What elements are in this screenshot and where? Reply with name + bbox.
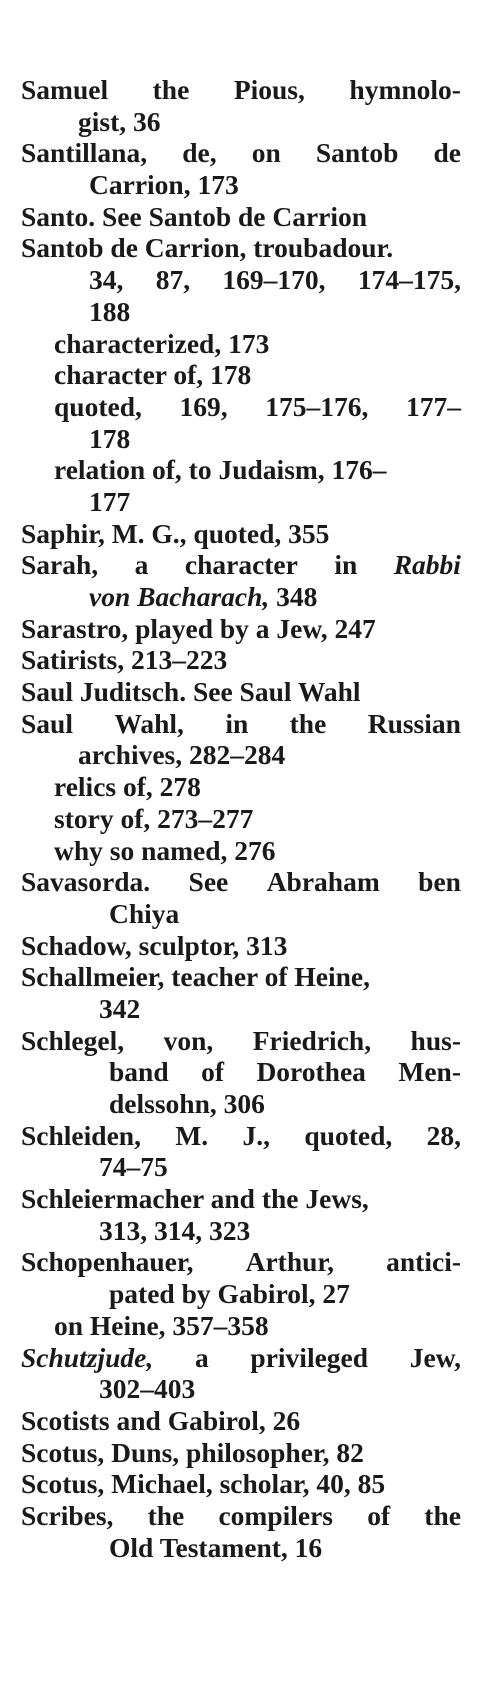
word: band bbox=[109, 1056, 169, 1088]
word: Santob bbox=[315, 137, 399, 169]
word: 34, bbox=[89, 264, 124, 296]
index-entry-schleiermacher: Schleiermacher and the Jews, bbox=[21, 1183, 369, 1215]
word: Arthur, bbox=[245, 1246, 334, 1278]
word: in bbox=[334, 549, 358, 581]
index-entry-schleiden bbox=[21, 1120, 461, 1152]
italic-title: von Bacharach, bbox=[89, 581, 270, 612]
index-entry-continuation: 178 bbox=[89, 422, 131, 454]
word: Schopenhauer, bbox=[21, 1246, 194, 1278]
word: a bbox=[134, 549, 149, 581]
index-entry-saul-juditsch: Saul Juditsch. See Saul Wahl bbox=[21, 676, 361, 708]
index-entry-continuation bbox=[21, 264, 461, 296]
word: Samuel bbox=[21, 74, 109, 105]
word: Scribes, bbox=[21, 1499, 114, 1531]
word: privileged bbox=[250, 1341, 369, 1373]
word: antici- bbox=[386, 1246, 461, 1278]
index-entry-sarah bbox=[21, 549, 461, 581]
index-entry-continuation: 302–403 bbox=[99, 1373, 196, 1405]
word: Santillana, bbox=[21, 137, 148, 169]
word: 169–170, bbox=[222, 264, 326, 296]
word: Saul bbox=[21, 707, 73, 739]
word: Dorothea bbox=[256, 1056, 366, 1088]
word: the bbox=[289, 707, 327, 739]
page-ref: 348 bbox=[269, 581, 318, 612]
word: Men- bbox=[398, 1056, 461, 1088]
index-entry-savasorda bbox=[21, 866, 461, 898]
index-entry-continuation: gist, 36 bbox=[78, 105, 161, 137]
word: 87, bbox=[155, 264, 191, 296]
word: quoted, bbox=[304, 1119, 393, 1151]
word: the bbox=[152, 74, 190, 105]
index-subentry bbox=[21, 391, 461, 423]
index-entry-santob: Santob de Carrion, troubadour. bbox=[21, 232, 394, 264]
index-entry-scotus-michael: Scotus, Michael, scholar, 40, 85 bbox=[21, 1468, 386, 1500]
word: Jew, bbox=[409, 1341, 461, 1373]
word: 28, bbox=[426, 1119, 461, 1151]
word: Abraham bbox=[266, 866, 380, 898]
index-entry-santillana bbox=[21, 137, 461, 169]
index-entry-sarastro: Sarastro, played by a Jew, 247 bbox=[21, 612, 376, 644]
word: character bbox=[184, 549, 298, 581]
word: de bbox=[433, 137, 461, 169]
index-entry-satirists: Satirists, 213–223 bbox=[21, 644, 228, 676]
index-entry-schallmeier: Schallmeier, teacher of Heine, bbox=[21, 961, 371, 993]
word: the bbox=[147, 1499, 185, 1531]
index-subentry: characterized, 173 bbox=[54, 327, 270, 359]
index-entry-scotus-duns: Scotus, Duns, philosopher, 82 bbox=[21, 1436, 364, 1468]
word: Sarah, bbox=[21, 549, 99, 581]
index-entry-continuation: 188 bbox=[89, 295, 131, 327]
word: Schleiden, bbox=[21, 1119, 141, 1151]
word: ben bbox=[418, 866, 461, 898]
word: J., bbox=[242, 1119, 271, 1151]
index-entry-saul-wahl bbox=[21, 708, 461, 740]
word: Schlegel, bbox=[21, 1024, 125, 1056]
index-entry-continuation: Carrion, 173 bbox=[89, 169, 239, 201]
word: hymnolo- bbox=[349, 74, 461, 105]
word: Wahl, bbox=[114, 707, 184, 739]
word: Friedrich, bbox=[252, 1024, 372, 1056]
index-subentry: relation of, to Judaism, 176– bbox=[54, 454, 387, 486]
word: 174–175, bbox=[357, 264, 461, 296]
word: von, bbox=[163, 1024, 214, 1056]
index-subentry: relics of, 278 bbox=[54, 771, 201, 803]
index-subentry: on Heine, 357–358 bbox=[54, 1309, 269, 1341]
index-entry-continuation: Chiya bbox=[109, 897, 180, 929]
word: of bbox=[201, 1056, 224, 1088]
word: the bbox=[424, 1499, 461, 1531]
index-entry-continuation: 342 bbox=[99, 992, 141, 1024]
word: de, bbox=[182, 137, 217, 169]
word: in bbox=[225, 707, 249, 739]
index-entry-schopenhauer bbox=[21, 1246, 461, 1278]
index-entry-continuation: delssohn, 306 bbox=[109, 1088, 265, 1119]
index-entry-scribes bbox=[21, 1500, 461, 1532]
word: on bbox=[251, 137, 281, 169]
index-entry-continuation: 313, 314, 323 bbox=[99, 1214, 251, 1246]
index-subentry: story of, 273–277 bbox=[54, 802, 254, 834]
word: quoted, bbox=[54, 390, 142, 422]
word: of bbox=[367, 1499, 391, 1531]
index-entry-continuation: 177 bbox=[89, 485, 131, 517]
word: 175–176, bbox=[265, 390, 369, 422]
italic-title: Rabbi bbox=[393, 549, 461, 581]
index-entry-schutzjude bbox=[21, 1342, 461, 1374]
index-entry-samuel bbox=[21, 74, 461, 106]
index-entry-continuation: archives, 282–284 bbox=[78, 739, 286, 771]
index-entry-scotists: Scotists and Gabirol, 26 bbox=[21, 1404, 301, 1436]
index-subentry: why so named, 276 bbox=[54, 834, 276, 866]
word: See bbox=[188, 866, 229, 898]
word: M. bbox=[175, 1119, 209, 1151]
italic-term: Schutzjude, bbox=[21, 1341, 154, 1373]
word: a bbox=[194, 1341, 209, 1373]
word: compilers bbox=[218, 1499, 334, 1531]
index-entry-continuation: 74–75 bbox=[99, 1151, 168, 1183]
index-entry-continuation: Old Testament, 16 bbox=[109, 1531, 323, 1563]
index-entry-saphir: Saphir, M. G., quoted, 355 bbox=[21, 517, 330, 549]
index-entry-santo: Santo. See Santob de Carrion bbox=[21, 200, 368, 232]
word: hus- bbox=[410, 1024, 461, 1056]
index-subentry: character of, 178 bbox=[54, 359, 252, 391]
word: Savasorda. bbox=[21, 866, 151, 898]
index-entry-continuation bbox=[21, 1056, 461, 1088]
index-entry-continuation: pated by Gabirol, 27 bbox=[109, 1278, 350, 1310]
word: Russian bbox=[367, 707, 461, 739]
index-entry-schlegel bbox=[21, 1025, 461, 1057]
word: Pious, bbox=[233, 74, 305, 105]
word: 177– bbox=[406, 390, 461, 422]
word: 169, bbox=[179, 390, 228, 422]
index-entry-schadow: Schadow, sculptor, 313 bbox=[21, 929, 288, 961]
index-entry-continuation bbox=[21, 581, 461, 613]
